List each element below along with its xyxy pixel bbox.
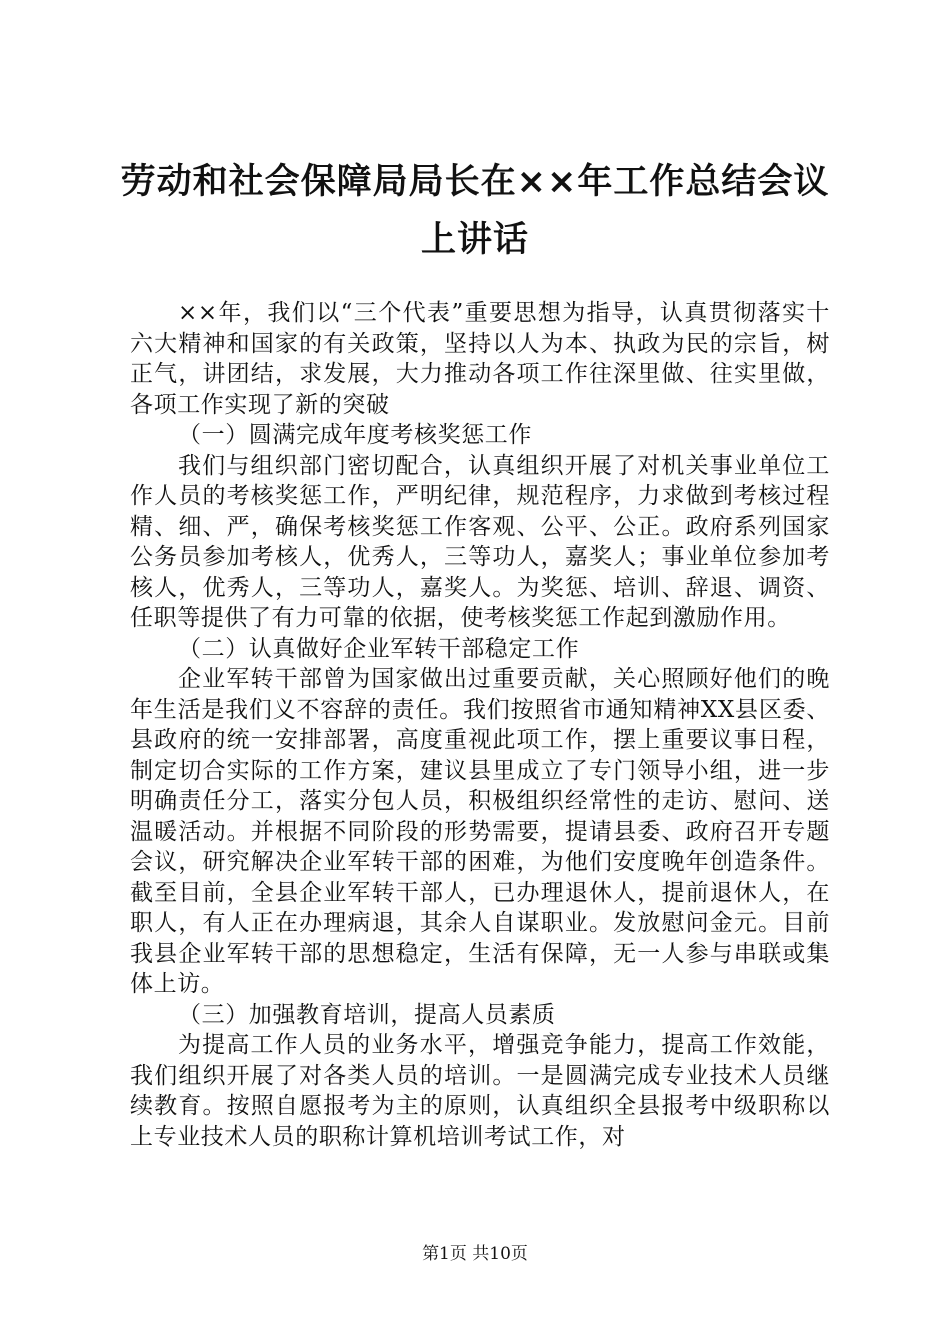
- paragraph-intro: ××年，我们以“三个代表”重要思想为指导，认真贯彻落实十六大精神和国家的有关政策，坚持以人为本、执政为民的宗旨，树正气，讲团结，求发展，大力推动各项工作往深里做、往实里做，各项工作实现了新的突破: [130, 300, 830, 418]
- paragraph-section-2: 企业军转干部曾为国家做出过重要贡献，关心照顾好他们的晚年生活是我们义不容辞的责任。我们按照省市通知精神XX县区委、县政府的统一安排部署，高度重视此项工作，摆上重要议事日程，制定切合实际的工作方案，建议县里成立了专门领导小组，进一步明确责任分工，落实分包人员，积极组织经常性的走访、慰问、送温暖活动。并根据不同阶段的形势需要，提请县委、政府召开专题会议，研究解决企业军转干部的困难，为他们安度晚年创造条件。截至目前，全县企业军转干部人，已办理退休人，提前退休人，在职人，有人正在办理病退，其余人自谋职业。发放慰问金元。目前我县企业军转干部的思想稳定，生活有保障，无一人参与串联或集体上访。: [130, 666, 830, 997]
- paragraph-section-1: 我们与组织部门密切配合，认真组织开展了对机关事业单位工作人员的考核奖惩工作，严明纪律，规范程序，力求做到考核过程精、细、严，确保考核奖惩工作客观、公平、公正。政府系列国家公务员参加考核人，优秀人，三等功人，嘉奖人；事业单位参加考核人，优秀人，三等功人，嘉奖人。为奖惩、培训、辞退、调资、任职等提供了有力可靠的依据，使考核奖惩工作起到激励作用。: [130, 452, 830, 631]
- section-heading-1: （一）圆满完成年度考核奖惩工作: [178, 422, 532, 448]
- page-number-footer: 第1页 共10页: [422, 1244, 528, 1264]
- document-body: [130, 298, 830, 1152]
- document-title-line-2: 上讲话: [420, 220, 529, 260]
- section-heading-3: （三）加强教育培训，提高人员素质: [178, 1001, 556, 1028]
- section-heading-2: （二）认真做好企业军转干部稳定工作: [178, 635, 580, 662]
- paragraph-section-3: 为提高工作人员的业务水平，增强竞争能力，提高工作效能，我们组织开展了对各类人员的培训。一是圆满完成专业技术人员继续教育。按照自愿报考为主的原则，认真组织全县报考中级职称以上专业技术人员的职称计算机培训考试工作，对: [130, 1032, 830, 1150]
- document-title-line-1: 劳动和社会保障局局长在××年工作总结会议: [120, 162, 830, 202]
